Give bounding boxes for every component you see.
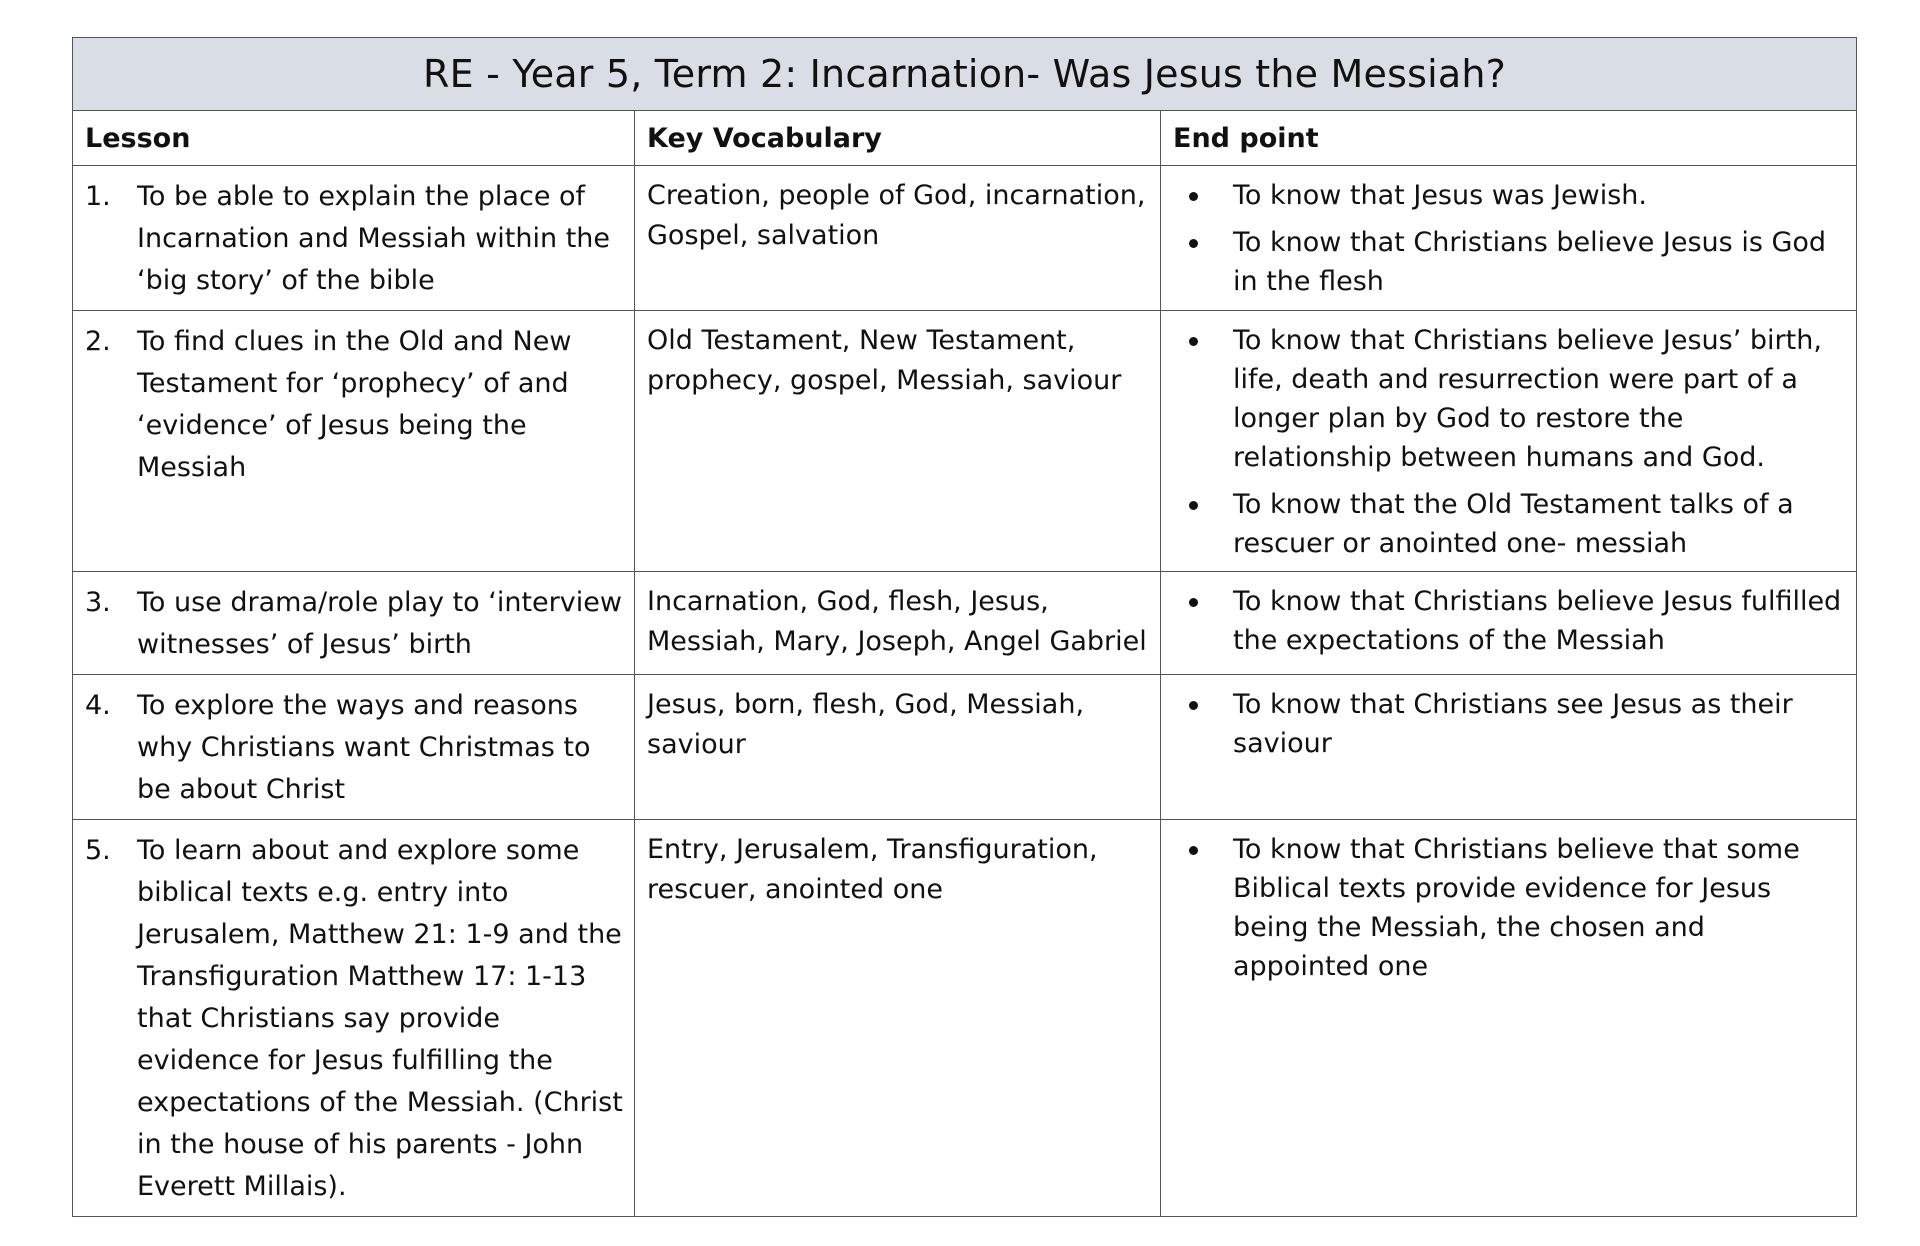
lesson-cell — [73, 166, 635, 311]
lesson-number: 2. — [85, 326, 111, 357]
bullet-icon — [1181, 830, 1233, 986]
lesson-objective: To find clues in the Old and New Testament for ‘prophecy’ of and ‘evidence’ of Jesus being the Messiah — [137, 326, 572, 483]
vocabulary-cell: Old Testament, New Testament, prophecy, gospel, Messiah, saviour — [635, 311, 1161, 572]
end-point-item: To know that Jesus was Jewish. — [1181, 176, 1844, 215]
end-point-list — [1181, 176, 1844, 301]
bullet-icon — [1181, 685, 1233, 763]
end-point-list — [1181, 321, 1844, 563]
lesson-number: 1. — [85, 181, 111, 212]
vocabulary-cell: Jesus, born, flesh, God, Messiah, saviour — [635, 675, 1161, 820]
lesson-objective: To be able to explain the place of Incarnation and Messiah within the ‘big story’ of the bible — [137, 181, 611, 296]
vocabulary-cell: Incarnation, God, flesh, Jesus, Messiah, Mary, Joseph, Angel Gabriel — [635, 572, 1161, 675]
lesson-plan-table — [72, 37, 1857, 1217]
column-header-lesson: Lesson — [73, 111, 635, 166]
end-point-item: To know that the Old Testament talks of a rescuer or anointed one- messiah — [1181, 485, 1844, 563]
lesson-objective: To use drama/role play to ‘interview witnesses’ of Jesus’ birth — [137, 587, 622, 660]
lesson-cell — [73, 311, 635, 572]
table-row — [73, 311, 1857, 572]
curriculum-document — [72, 37, 1856, 1217]
table-row — [73, 820, 1857, 1217]
end-point-list — [1181, 685, 1844, 763]
end-point-cell — [1161, 820, 1857, 1217]
table-row — [73, 675, 1857, 820]
end-point-list — [1181, 582, 1844, 660]
bullet-icon — [1181, 485, 1233, 563]
table-row — [73, 572, 1857, 675]
end-point-item: To know that Christians believe Jesus’ birth, life, death and resurrection were part of a longer plan by God to restore the relationship between humans and God. — [1181, 321, 1844, 477]
vocabulary-cell: Entry, Jerusalem, Transfiguration, rescuer, anointed one — [635, 820, 1161, 1217]
page-title: RE - Year 5, Term 2: Incarnation- Was Jesus the Messiah? — [73, 38, 1857, 111]
bullet-icon — [1181, 223, 1233, 301]
lesson-number: 5. — [85, 835, 111, 866]
lesson-objective: To explore the ways and reasons why Christians want Christmas to be about Christ — [137, 690, 591, 805]
bullet-icon — [1181, 321, 1233, 477]
header-row — [73, 111, 1857, 166]
bullet-icon — [1181, 582, 1233, 660]
title-row — [73, 38, 1857, 111]
end-point-cell — [1161, 572, 1857, 675]
end-point-list — [1181, 830, 1844, 986]
lesson-cell — [73, 675, 635, 820]
end-point-item: To know that Christians believe Jesus fulfilled the expectations of the Messiah — [1181, 582, 1844, 660]
lesson-objective: To learn about and explore some biblical texts e.g. entry into Jerusalem, Matthew 21: 1-9 and the Transfiguration Matthew 17: 1-13 that Christians say provide evidence for Jesus fulfilling the expectations of the Messiah. (Christ in the house of his parents - John Everett Millais). — [137, 835, 623, 1202]
lesson-cell — [73, 820, 635, 1217]
end-point-item: To know that Christians see Jesus as their saviour — [1181, 685, 1844, 763]
lesson-number: 3. — [85, 587, 111, 618]
column-header-end-point: End point — [1161, 111, 1857, 166]
end-point-item: To know that Christians believe that some Biblical texts provide evidence for Jesus being the Messiah, the chosen and appointed one — [1181, 830, 1844, 986]
column-header-vocabulary: Key Vocabulary — [635, 111, 1161, 166]
vocabulary-cell: Creation, people of God, incarnation, Gospel, salvation — [635, 166, 1161, 311]
end-point-item: To know that Christians believe Jesus is God in the flesh — [1181, 223, 1844, 301]
lesson-cell — [73, 572, 635, 675]
end-point-cell — [1161, 311, 1857, 572]
lesson-number: 4. — [85, 690, 111, 721]
end-point-cell — [1161, 675, 1857, 820]
table-row — [73, 166, 1857, 311]
end-point-cell — [1161, 166, 1857, 311]
bullet-icon — [1181, 176, 1233, 215]
